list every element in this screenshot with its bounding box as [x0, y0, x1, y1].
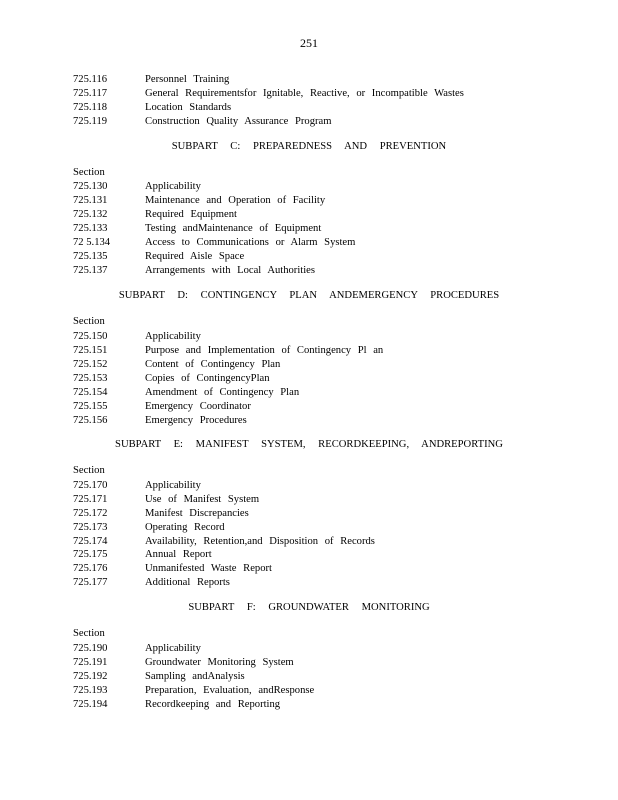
section-number: 725.174: [73, 536, 108, 547]
section-number: 725.192: [73, 671, 108, 682]
toc-row: [73, 493, 259, 507]
toc-row: [73, 535, 375, 549]
toc-row: [73, 521, 225, 535]
section-label: Section: [73, 628, 105, 639]
section-number: 725.131: [73, 195, 108, 206]
toc-row: [73, 414, 247, 428]
section-number: 725.190: [73, 643, 108, 654]
toc-row: [73, 194, 325, 208]
section-title: Location Standards: [145, 102, 232, 113]
section-number: 725.135: [73, 251, 108, 262]
section-title: Additional Reports: [145, 577, 230, 588]
subpart-heading: SUBPART C: PREPAREDNESS AND PREVENTION: [171, 141, 447, 152]
toc-row: [73, 250, 244, 264]
section-number: 725.130: [73, 181, 108, 192]
section-number: 725.119: [73, 116, 108, 127]
section-title: Operating Record: [145, 522, 225, 533]
section-number: 725.175: [73, 549, 108, 560]
section-title: Groundwater Monitoring System: [145, 657, 294, 668]
toc-row: [73, 507, 249, 521]
section-title: Manifest Discrepancies: [145, 508, 249, 519]
page-number: 251: [300, 36, 318, 50]
toc-row: [73, 479, 201, 493]
section-title: Required Equipment: [145, 209, 237, 220]
toc-row: [73, 642, 201, 656]
section-number: 725.117: [73, 88, 108, 99]
section-title: Preparation, Evaluation, andResponse: [145, 685, 315, 696]
section-label: Section: [73, 167, 105, 178]
section-number: 725.156: [73, 415, 108, 426]
toc-row: [73, 236, 355, 250]
section-title: Amendment of Contingency Plan: [145, 387, 300, 398]
section-title: Maintenance and Operation of Facility: [145, 195, 326, 206]
section-number: 725.151: [73, 345, 108, 356]
section-number: 725.150: [73, 331, 108, 342]
toc-row: [73, 576, 230, 590]
section-title: Use of Manifest System: [145, 494, 260, 505]
section-title: Recordkeeping and Reporting: [145, 699, 281, 710]
section-title: Applicability: [145, 643, 201, 654]
section-number: 725.154: [73, 387, 108, 398]
toc-row: [73, 208, 237, 222]
toc-row: [73, 330, 201, 344]
section-number: 725.132: [73, 209, 108, 220]
section-number: 725.194: [73, 699, 108, 710]
toc-row: [73, 386, 299, 400]
toc-row: [73, 264, 315, 278]
section-number: 725.133: [73, 223, 108, 234]
subpart-heading: SUBPART D: CONTINGENCY PLAN ANDEMERGENCY PROCEDURES: [118, 290, 500, 301]
section-number: 725.171: [73, 494, 108, 505]
section-title: Copies of ContingencyPlan: [145, 373, 270, 384]
section-number: 725.118: [73, 102, 108, 113]
section-title: Purpose and Implementation of Contingency Pl an: [145, 345, 384, 356]
section-number: 725.176: [73, 563, 108, 574]
section-label: Section: [73, 316, 105, 327]
section-title: Required Aisle Space: [145, 251, 245, 262]
section-title: Content of Contingency Plan: [145, 359, 281, 370]
toc-row: [73, 87, 464, 101]
section-number: 725.170: [73, 480, 108, 491]
section-number: 725.153: [73, 373, 108, 384]
section-number: 725.155: [73, 401, 108, 412]
section-number: 725.191: [73, 657, 108, 668]
toc-row: [73, 656, 294, 670]
toc-row: [73, 180, 201, 194]
subpart-heading: SUBPART F: GROUNDWATER MONITORING: [188, 602, 430, 613]
section-number: 725.177: [73, 577, 108, 588]
section-title: General Requirementsfor Ignitable, Reactive, or Incompatible Wastes: [145, 88, 464, 99]
toc-row: [73, 562, 272, 576]
section-title: Access to Communications or Alarm System: [145, 237, 356, 248]
section-number: 725.137: [73, 265, 108, 276]
toc-row: [73, 372, 270, 386]
section-title: Annual Report: [145, 549, 212, 560]
section-title: Emergency Coordinator: [145, 401, 251, 412]
subpart-heading: SUBPART E: MANIFEST SYSTEM, RECORDKEEPING, ANDREPORTING: [115, 439, 503, 450]
toc-row: [73, 73, 229, 87]
toc-row: [73, 698, 280, 712]
toc-row: [73, 344, 383, 358]
section-title: Arrangements with Local Authorities: [145, 265, 315, 276]
section-title: Emergency Procedures: [145, 415, 247, 426]
section-number: 725.193: [73, 685, 108, 696]
section-number: 725.116: [73, 74, 108, 85]
section-number: 725.173: [73, 522, 108, 533]
section-title: Construction Quality Assurance Program: [145, 116, 332, 127]
section-label: Section: [73, 465, 105, 476]
section-title: Applicability: [145, 480, 201, 491]
toc-row: [73, 400, 251, 414]
section-title: Testing andMaintenance of Equipment: [145, 223, 322, 234]
toc-row: [73, 684, 314, 698]
section-title: Unmanifested Waste Report: [145, 563, 272, 574]
section-title: Applicability: [145, 181, 201, 192]
section-title: Personnel Training: [145, 74, 230, 85]
toc-row: [73, 101, 231, 115]
section-title: Availability, Retention,and Disposition of Records: [145, 536, 375, 547]
section-number: 725.172: [73, 508, 108, 519]
toc-row: [73, 670, 245, 684]
section-title: Applicability: [145, 331, 201, 342]
toc-row: [73, 548, 212, 562]
section-title: Sampling andAnalysis: [145, 671, 245, 682]
toc-row: [73, 358, 280, 372]
toc-row: [73, 115, 331, 129]
section-number: 72 5.134: [73, 237, 111, 248]
toc-row: [73, 222, 321, 236]
section-number: 725.152: [73, 359, 108, 370]
